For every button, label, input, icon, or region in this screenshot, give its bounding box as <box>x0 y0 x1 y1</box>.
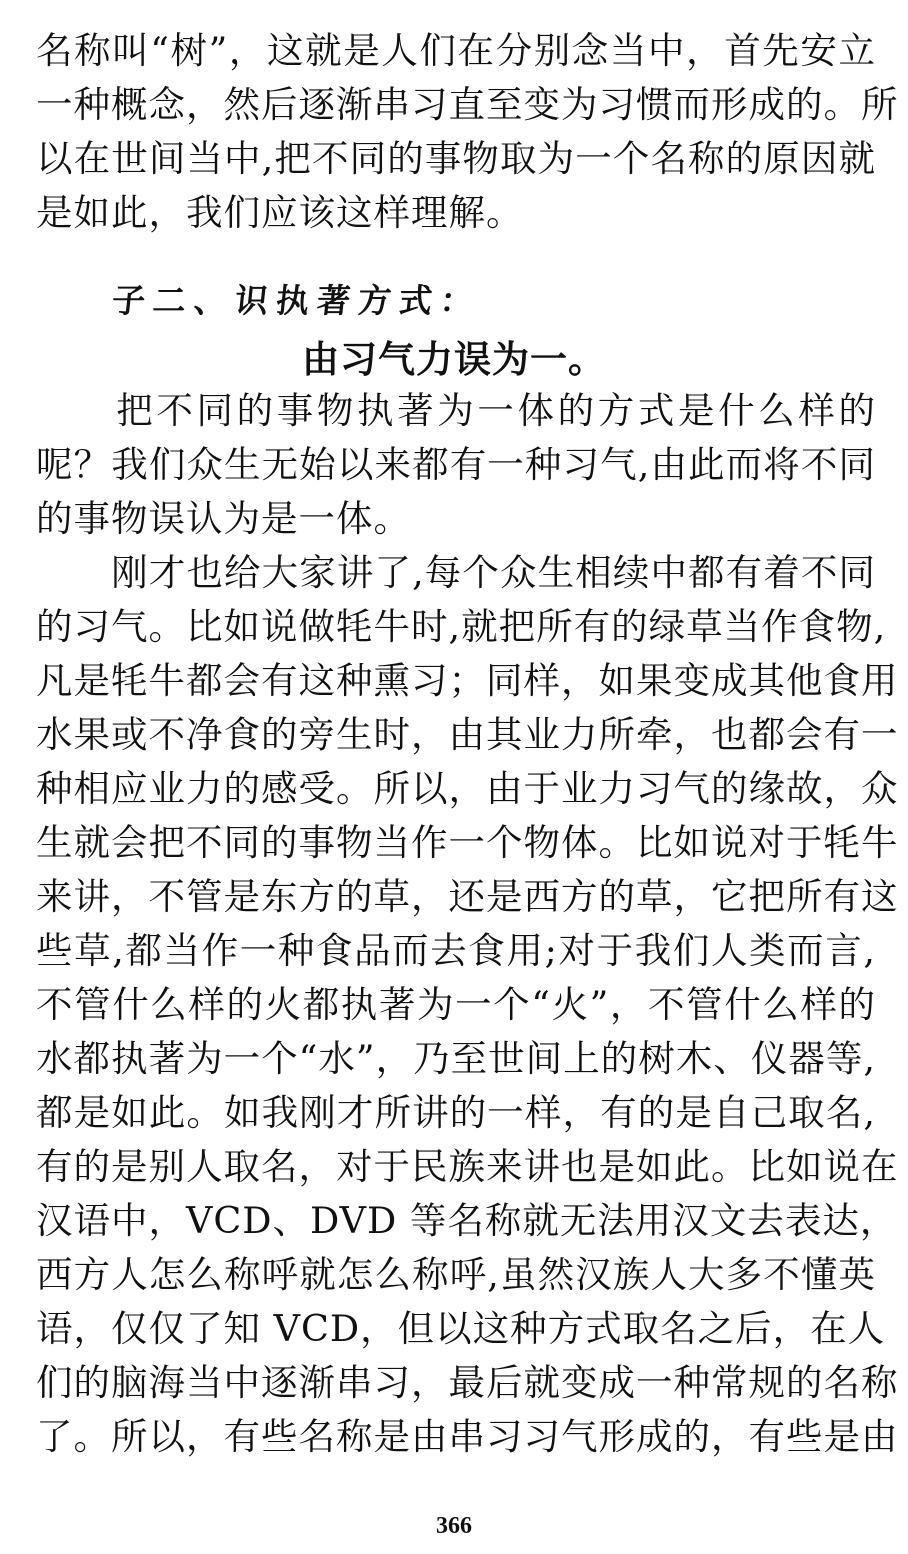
text-line: 西方人怎么称呼就怎么称呼,虽然汉族人大多不懂英 <box>36 1253 876 1296</box>
text-line: 刚才也给大家讲了,每个众生相续中都有着不同 <box>36 551 876 594</box>
text-line: 凡是牦牛都会有这种熏习；同样，如果变成其他食用 <box>36 659 899 702</box>
text-line: 不管什么样的火都执著为一个“火”，不管什么样的 <box>36 983 876 1026</box>
text-line: 水果或不净食的旁生时，由其业力所牵，也都会有一 <box>36 713 899 756</box>
text-line: 语，仅仅了知 VCD，但以这种方式取名之后，在人 <box>36 1307 886 1350</box>
text-line: 生就会把不同的事物当作一个物体。比如说对于牦牛 <box>36 821 899 864</box>
text-line: 汉语中，VCD、DVD 等名称就无法用汉文去表达， <box>36 1199 898 1242</box>
text-line: 来讲，不管是东方的草，还是西方的草，它把所有这 <box>36 875 899 918</box>
paragraph-top <box>36 24 899 240</box>
verse-line: 由习气力误为一。 <box>302 338 606 381</box>
text-line: 的事物误认为是一体。 <box>36 497 411 540</box>
text-line: 以在世间当中,把不同的事物取为一个名称的原因就 <box>36 137 876 180</box>
paragraph-3 <box>36 546 899 1464</box>
text-line: 种相应业力的感受。所以，由于业力习气的缘故，众 <box>36 767 899 810</box>
section-heading: 子二、识执著方式： <box>110 281 484 320</box>
page-number: 366 <box>436 1513 472 1539</box>
paragraph-2 <box>36 384 876 546</box>
text-line: 名称叫“树”，这就是人们在分别念当中，首先安立 <box>36 29 876 72</box>
text-line: 们的脑海当中逐渐串习，最后就变成一种常规的名称 <box>36 1361 899 1404</box>
text-line: 把不同的事物执著为一体的方式是什么样的 <box>36 389 876 432</box>
text-line: 都是如此。如我刚才所讲的一样，有的是自己取名, <box>36 1091 876 1134</box>
text-line: 一种概念，然后逐渐串习直至变为习惯而形成的。所 <box>36 83 899 126</box>
text-line: 水都执著为一个“水”，乃至世间上的树木、仪器等, <box>36 1037 876 1080</box>
text-line: 了。所以，有些名称是由串习习气形成的，有些是由 <box>36 1415 899 1458</box>
text-line: 有的是别人取名，对于民族来讲也是如此。比如说在 <box>36 1145 899 1188</box>
text-line: 呢？我们众生无始以来都有一种习气,由此而将不同 <box>36 443 876 486</box>
text-line: 些草,都当作一种食品而去食用;对于我们人类而言, <box>36 929 876 972</box>
text-line: 的习气。比如说做牦牛时,就把所有的绿草当作食物, <box>36 605 887 648</box>
text-line: 是如此，我们应该这样理解。 <box>36 191 524 234</box>
